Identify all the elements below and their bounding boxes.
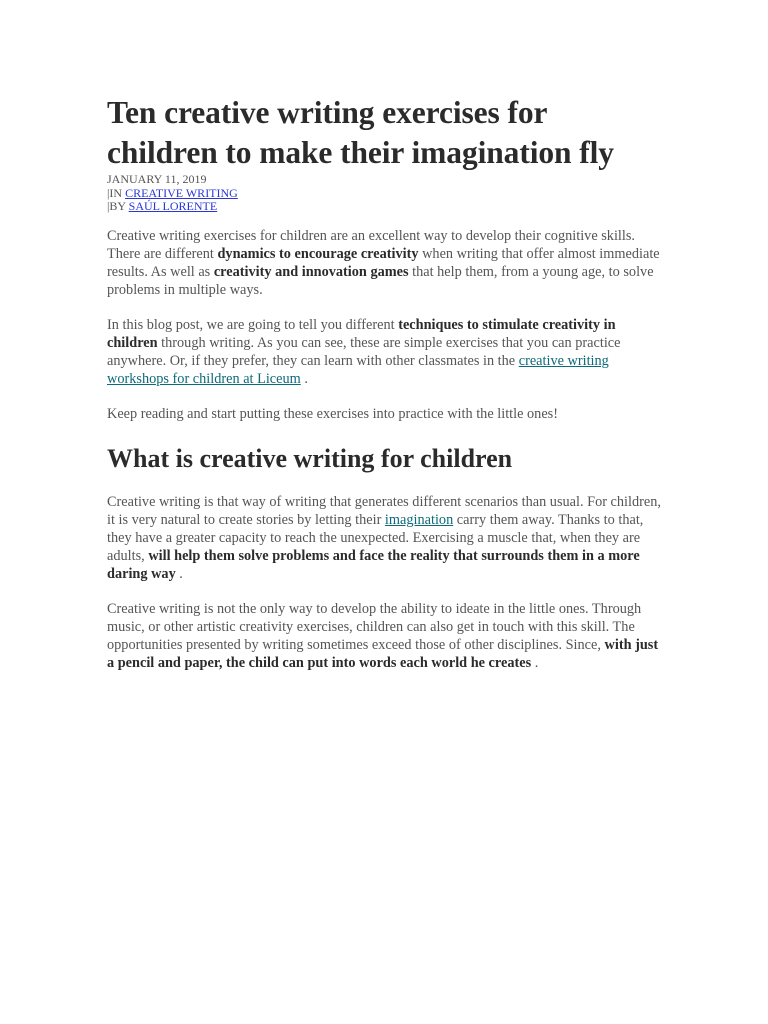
author-link[interactable]: SAÚL LORENTE — [128, 199, 218, 213]
text-span: Creative writing is not the only way to develop the ability to ideate in the little ones. Through music, or other artistic creativity exercises, children can also get in touch with this skill. The opportunities presented by writing sometimes exceed those of other disciplines. Since, — [107, 600, 642, 653]
article-meta — [107, 173, 663, 214]
paragraph-intro — [107, 227, 663, 299]
bold-span: will help them solve problems and face the reality that surrounds them in a more daring way — [107, 547, 640, 582]
text-span: carry them away. Thanks to that, they have a greater capacity to reach the unexpected. Exercising a muscle that, when they are adults, — [107, 511, 644, 564]
text-span: when writing that offer almost immediate results. As well as — [107, 245, 660, 280]
text-span: . — [300, 370, 308, 387]
section-heading: What is creative writing for children — [107, 443, 513, 473]
text-span: . — [531, 654, 539, 671]
text-span: Keep reading and start putting these exercises into practice with the little ones! — [107, 405, 558, 422]
article-author — [107, 200, 663, 214]
bold-span: techniques to stimulate creativity in children — [107, 316, 616, 351]
text-span: Creative writing exercises for children are an excellent way to develop their cognitive skills. There are different — [107, 227, 636, 262]
text-span: In this blog post, we are going to tell you different — [107, 316, 399, 333]
bold-span: dynamics to encourage creativity — [217, 245, 419, 262]
author-prefix: |BY — [107, 199, 129, 213]
paragraph-definition — [107, 493, 663, 583]
article-category — [107, 187, 663, 201]
text-span: that help them, from a young age, to solve problems in multiple ways. — [107, 263, 654, 298]
paragraph-keep-reading — [107, 405, 663, 423]
bold-span: creativity and innovation games — [213, 263, 409, 280]
article — [107, 93, 663, 672]
imagination-link[interactable]: imagination — [384, 511, 454, 528]
article-title: Ten creative writing exercises for children to make their imagination fly — [107, 95, 614, 170]
paragraph-blog-post — [107, 316, 663, 388]
article-date: JANUARY 11, 2019 — [107, 172, 207, 186]
paragraph-other-ways — [107, 600, 663, 672]
category-prefix: |IN — [107, 185, 126, 200]
text-span: Creative writing is that way of writing that generates different scenarios than usual. For children, it is very natural to create stories by letting their — [107, 493, 661, 528]
text-span: . — [175, 565, 183, 582]
bold-span: with just a pencil and paper, the child can put into words each world he creates — [107, 636, 659, 671]
category-link[interactable]: CREATIVE WRITING — [125, 185, 238, 200]
text-span: through writing. As you can see, these are simple exercises that you can practice anywhere. Or, if they prefer, they can learn with other classmates in the — [107, 334, 621, 369]
workshops-link[interactable]: creative writing workshops for children at Liceum — [107, 352, 609, 387]
